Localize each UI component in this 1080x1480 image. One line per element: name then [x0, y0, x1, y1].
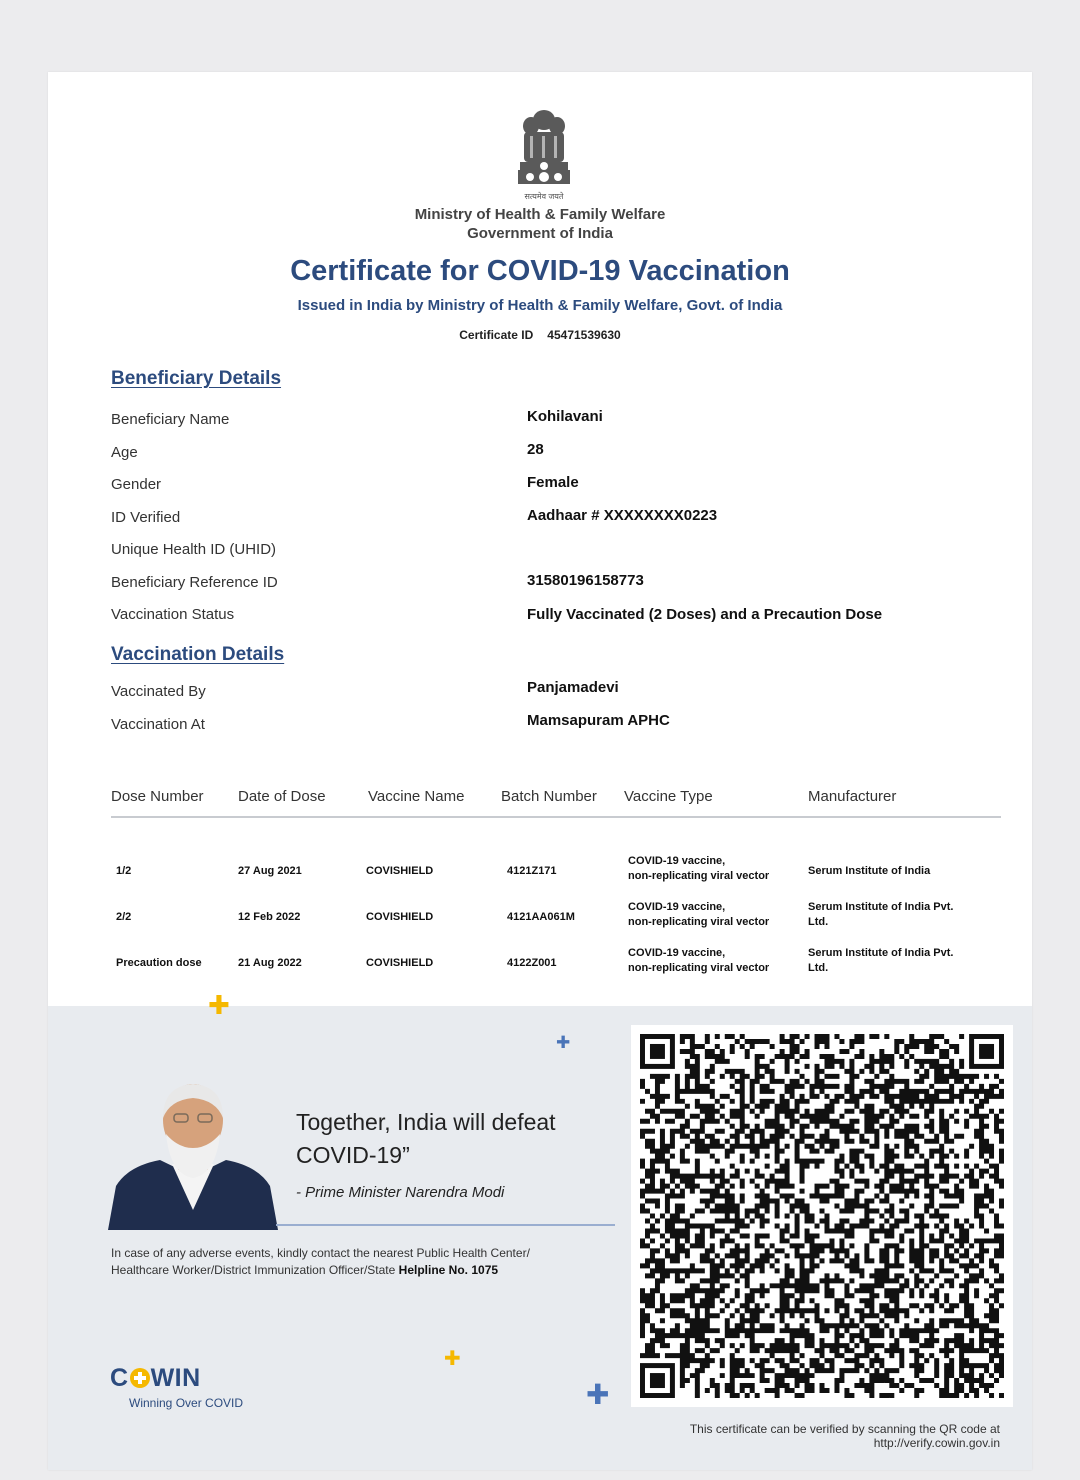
- column-header-manufacturer: Manufacturer: [808, 788, 897, 805]
- vaccination-at-value: Mamsapuram APHC: [527, 712, 670, 729]
- cowin-logo-o-icon: [130, 1368, 150, 1388]
- vaccine-cell: COVISHIELD: [366, 865, 434, 877]
- type-cell: [628, 946, 769, 976]
- cowin-logo-prefix: C: [110, 1364, 129, 1392]
- quote-underline: [276, 1224, 615, 1226]
- vaccination-details-heading: Vaccination Details: [111, 644, 285, 665]
- plus-icon: ✚: [556, 1033, 571, 1052]
- dose-cell: 2/2: [116, 911, 132, 923]
- column-header-vaccine-type: Vaccine Type: [624, 788, 713, 805]
- column-header-dose-number: Dose Number: [111, 788, 204, 805]
- type-line: non-replicating viral vector: [628, 870, 770, 882]
- type-line: non-replicating viral vector: [628, 962, 770, 974]
- qr-finder-pattern: [640, 1363, 675, 1398]
- manufacturer-line: Serum Institute of India: [808, 865, 931, 877]
- government-name: Government of India: [467, 225, 613, 242]
- column-header-batch: Batch Number: [501, 788, 597, 805]
- vaccination-status-label: Vaccination Status: [111, 606, 235, 623]
- cowin-tagline: Winning Over COVID: [129, 1396, 244, 1410]
- qr-code: [631, 1025, 1013, 1407]
- quote-line: Together, India will defeat: [296, 1109, 556, 1135]
- column-header-date: Date of Dose: [238, 788, 326, 805]
- date-cell: 27 Aug 2021: [238, 865, 302, 877]
- verification-url: http://verify.cowin.gov.in: [873, 1436, 1000, 1450]
- date-cell: 21 Aug 2022: [238, 957, 302, 969]
- vaccination-at-label: Vaccination At: [111, 716, 205, 733]
- type-cell: [628, 854, 769, 884]
- column-header-vaccine-name: Vaccine Name: [368, 788, 465, 805]
- certificate-title: Certificate for COVID-19 Vaccination: [290, 255, 790, 287]
- quote-author: - Prime Minister Narendra Modi: [296, 1184, 505, 1201]
- dose-cell: 1/2: [116, 865, 132, 877]
- plus-icon: ✚: [208, 990, 230, 1020]
- vaccine-cell: COVISHIELD: [366, 957, 434, 969]
- batch-cell: 4121AA061M: [507, 911, 575, 923]
- beneficiary-name-value: Kohilavani: [527, 408, 603, 425]
- qr-code-image: [640, 1034, 1004, 1398]
- plus-icon: ✚: [444, 1348, 461, 1370]
- manufacturer-cell: [808, 864, 930, 879]
- manufacturer-line: Ltd.: [808, 916, 829, 928]
- helpline-text: [111, 1245, 591, 1279]
- batch-cell: 4122Z001: [507, 957, 557, 969]
- manufacturer-line: Serum Institute of India Pvt.: [808, 947, 954, 959]
- certificate-id-label: Certificate ID: [459, 328, 534, 342]
- plus-icon: ✚: [586, 1379, 610, 1410]
- manufacturer-cell: [808, 946, 953, 976]
- beneficiary-name-label: Beneficiary Name: [111, 411, 230, 428]
- age-label: Age: [111, 444, 138, 461]
- beneficiary-details-heading: Beneficiary Details: [111, 368, 282, 389]
- type-line: non-replicating viral vector: [628, 916, 770, 928]
- cowin-logo: [110, 1364, 201, 1393]
- batch-cell: 4121Z171: [507, 865, 557, 877]
- helpline-number: Helpline No. 1075: [398, 1263, 499, 1277]
- cowin-logo-suffix: WIN: [150, 1364, 201, 1392]
- certificate-subtitle: Issued in India by Ministry of Health & Family Welfare, Govt. of India: [297, 297, 783, 314]
- qr-finder-pattern: [640, 1034, 675, 1069]
- emblem-motto: सत्यमेव जयते: [524, 192, 564, 201]
- vaccination-status-value: Fully Vaccinated (2 Doses) and a Precaution Dose: [527, 606, 883, 623]
- ministry-name: Ministry of Health & Family Welfare: [414, 206, 666, 223]
- helpline-message: In case of any adverse events, kindly contact the nearest Public Health Center/ Healthcare Worker/District Immunization Officer/State: [111, 1246, 530, 1277]
- type-cell: [628, 900, 769, 930]
- verification-text: This certificate can be verified by scanning the QR code at: [689, 1422, 1000, 1436]
- national-emblem-icon: [514, 106, 574, 198]
- type-line: COVID-19 vaccine,: [628, 947, 726, 959]
- qr-finder-pattern: [969, 1034, 1004, 1069]
- gender-label: Gender: [111, 476, 162, 493]
- vaccinated-by-label: Vaccinated By: [111, 683, 206, 700]
- vaccine-cell: COVISHIELD: [366, 911, 434, 923]
- manufacturer-cell: [808, 900, 953, 930]
- quote-line: COVID-19”: [296, 1142, 410, 1168]
- table-header-divider: [111, 816, 1001, 818]
- certificate-id-value: 45471539630: [547, 328, 621, 342]
- uhid-label: Unique Health ID (UHID): [111, 541, 277, 558]
- certificate-id: [48, 328, 1032, 342]
- verification-note: [628, 1422, 1000, 1450]
- dose-cell: Precaution dose: [116, 957, 202, 969]
- vaccinated-by-value: Panjamadevi: [527, 679, 619, 696]
- date-cell: 12 Feb 2022: [238, 911, 301, 923]
- reference-id-label: Beneficiary Reference ID: [111, 574, 278, 591]
- id-verified-label: ID Verified: [111, 509, 181, 526]
- type-line: COVID-19 vaccine,: [628, 855, 726, 867]
- manufacturer-line: Serum Institute of India Pvt.: [808, 901, 954, 913]
- pm-quote: [296, 1106, 616, 1172]
- age-value: 28: [527, 441, 544, 458]
- gender-value: Female: [527, 474, 579, 491]
- reference-id-value: 31580196158773: [527, 572, 644, 589]
- type-line: COVID-19 vaccine,: [628, 901, 726, 913]
- prime-minister-portrait: [108, 1078, 278, 1230]
- id-verified-value: Aadhaar # XXXXXXXX0223: [527, 507, 718, 524]
- vaccination-certificate: [48, 72, 1032, 1470]
- manufacturer-line: Ltd.: [808, 962, 829, 974]
